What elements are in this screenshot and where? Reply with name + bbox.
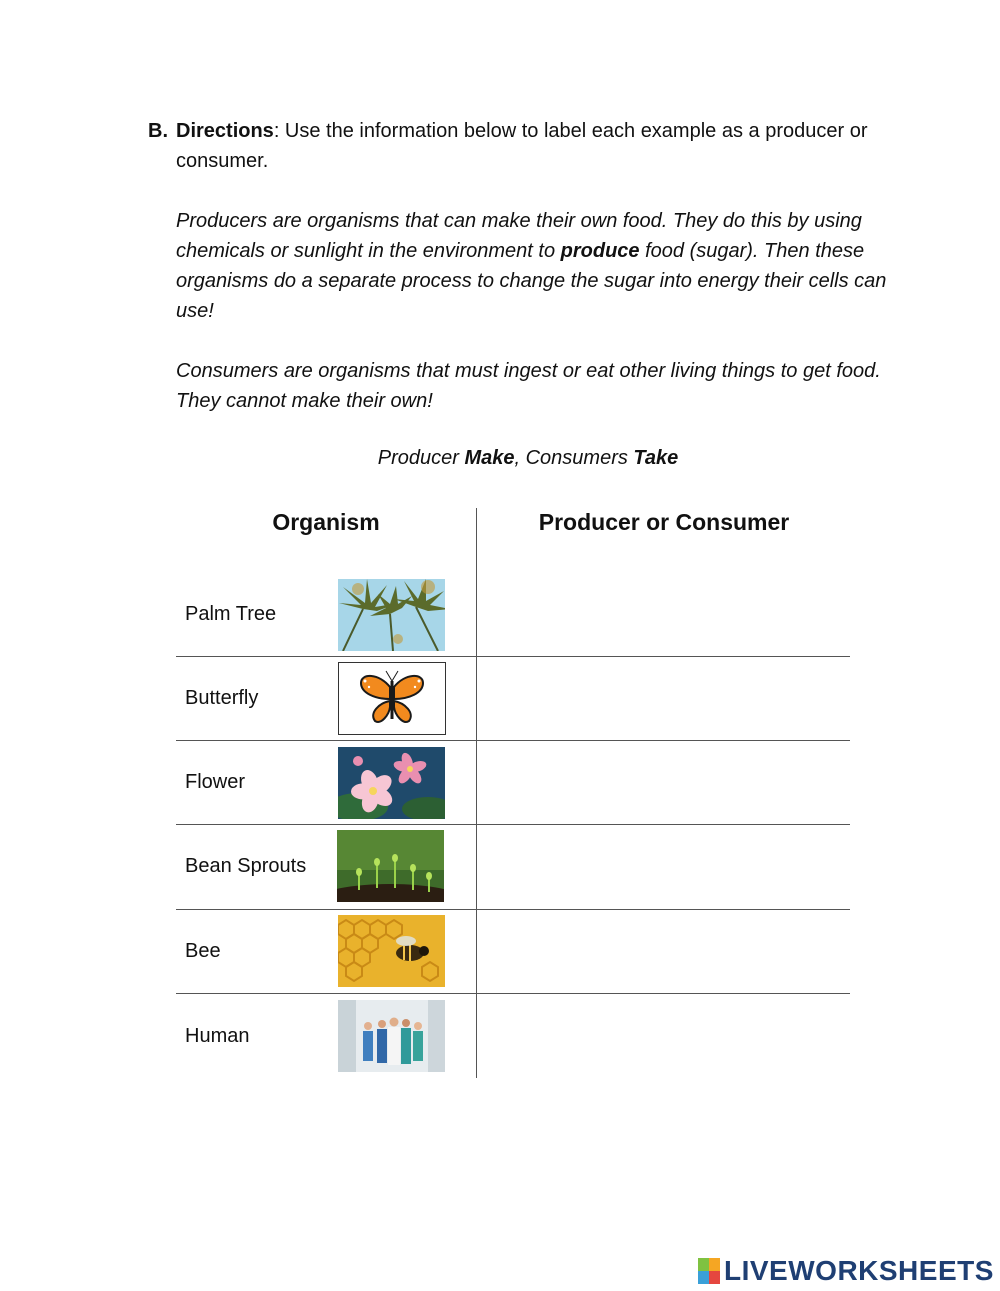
palm-tree-photo (338, 579, 445, 651)
directions-text: : Use the information below to label each example as a producer or consumer. (176, 120, 868, 172)
logo-text: LIVEWORKSHEETS (724, 1255, 994, 1286)
producers-text-1: Producers are organisms that can make their own food. They do this by using chemicals or sunlight in the environment to (176, 210, 862, 262)
answer-cell-flower[interactable] (478, 744, 850, 824)
consumers-paragraph: Consumers are organisms that must ingest or eat other living things to get food. They cannot make their own! (176, 360, 881, 412)
organism-label-butterfly: Butterfly (185, 687, 259, 709)
answer-cell-palm-tree[interactable] (478, 576, 850, 656)
human-photo (338, 1000, 445, 1073)
producers-text-2: food (sugar). Then these organisms do a separate process to change the sugar into energy their cells can use! (176, 240, 887, 322)
liveworksheets-logo (698, 1254, 994, 1288)
bee-photo (338, 915, 445, 987)
produce-emphasis: produce (560, 240, 640, 262)
directions-body (176, 116, 888, 416)
organism-label-bean-sprouts: Bean Sprouts (185, 855, 307, 877)
logo-blocks-icon (698, 1258, 720, 1284)
directions-line (176, 116, 888, 176)
answer-cell-human[interactable] (478, 997, 850, 1077)
row-divider (176, 909, 850, 910)
slogan-take: Take (633, 447, 679, 469)
logo-block (698, 1271, 709, 1284)
logo-block (698, 1258, 709, 1271)
slogan (0, 447, 1000, 470)
section-marker: B. (148, 120, 168, 142)
producer-or-consumer-header: Producer or Consumer (538, 509, 790, 535)
slogan-text-1: Producer (377, 447, 465, 469)
organism-label-palm-tree: Palm Tree (185, 603, 277, 625)
answer-cell-butterfly[interactable] (478, 660, 850, 740)
answer-cell-bean-sprouts[interactable] (478, 828, 850, 908)
organism-header: Organism (272, 509, 380, 535)
directions-label: Directions (176, 120, 274, 142)
row-divider (176, 993, 850, 994)
logo-block (709, 1258, 720, 1271)
slogan-text-2: , Consumers (514, 447, 634, 469)
row-divider (176, 824, 850, 825)
bean-sprouts-photo (337, 830, 445, 903)
logo-block (709, 1271, 720, 1284)
butterfly-photo (338, 662, 446, 735)
row-divider (176, 740, 850, 741)
row-divider (176, 656, 850, 657)
organism-label-human: Human (185, 1025, 250, 1047)
flower-photo (338, 747, 445, 819)
answer-cell-bee[interactable] (478, 913, 850, 993)
slogan-make: Make (464, 447, 515, 469)
organism-label-flower: Flower (185, 771, 246, 793)
producers-paragraph (176, 206, 888, 326)
organism-label-bee: Bee (185, 940, 221, 962)
directions-section (148, 116, 888, 416)
